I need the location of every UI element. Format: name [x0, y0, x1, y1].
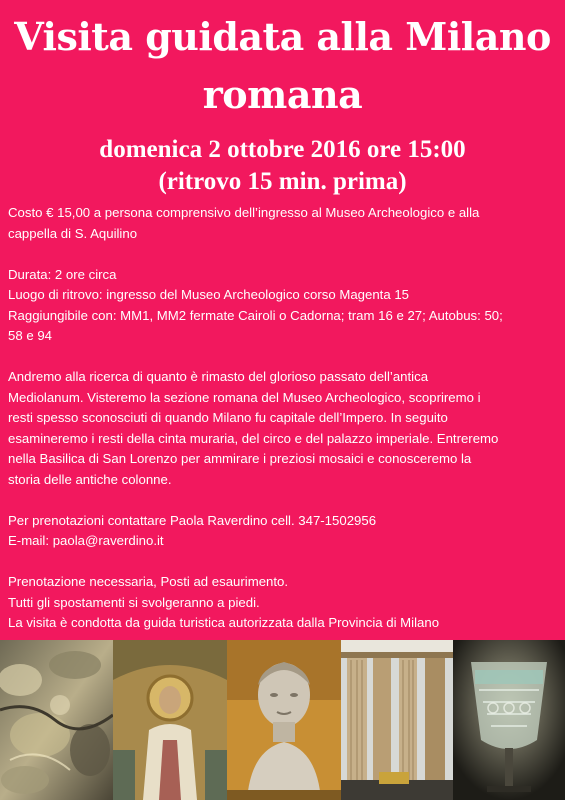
spacer — [8, 490, 563, 511]
duration-line: Durata: 2 ore circa — [8, 266, 117, 282]
note-line: Tutti gli spostamenti si svolgeranno a piedi. — [8, 594, 260, 610]
cost-line: Costo € 15,00 a persona comprensivo dell’ingresso al Museo Archeologico e alla — [8, 205, 480, 220]
photo-strip — [0, 640, 565, 800]
description-line: Andremo alla ricerca di quanto è rimasto del glorioso passato dell’antica — [8, 369, 429, 384]
event-datetime — [0, 134, 565, 198]
poster-title — [0, 8, 565, 124]
transport-line: Raggiungibile con: MM1, MM2 fermate Cairoli o Cadorna; tram 16 e 27; Autobus: 50; — [8, 307, 503, 323]
roman-bust-photo — [227, 640, 341, 800]
spacer — [8, 552, 563, 573]
booking-contact: Per prenotazioni contattare Paola Raverdino cell. 347-1502956 — [8, 512, 377, 528]
silver-relief-photo — [0, 640, 113, 800]
meeting-place-line: Luogo di ritrovo: ingresso del Museo Archeologico corso Magenta 15 — [8, 287, 409, 302]
mosaic-photo — [113, 640, 227, 800]
cost-line: cappella di S. Aquilino — [8, 225, 138, 241]
date-line: domenica 2 ottobre 2016 ore 15:00 — [99, 136, 466, 163]
note-line: La visita è condotta da guida turistica autorizzata dalla Provincia di Milano — [8, 615, 440, 630]
title-line-1: Visita guidata alla Milano — [14, 14, 551, 59]
columns-photo — [341, 640, 453, 800]
glass-cup-photo — [453, 640, 565, 800]
description-line: resti spesso sconosciuti di quando Milano fu capitale dell’Impero. In seguito — [8, 410, 448, 425]
email-contact: E-mail: paola@raverdino.it — [8, 533, 164, 548]
note-line: Prenotazione necessaria, Posti ad esaurimento. — [8, 574, 289, 589]
description-line: storia delle antiche colonne. — [8, 471, 172, 487]
description-line: Mediolanum. Visteremo la sezione romana del Museo Archeologico, scopriremo i — [8, 389, 481, 405]
transport-line: 58 e 94 — [8, 328, 52, 343]
description-line: nella Basilica di San Lorenzo per ammirare i preziosi mosaici e conosceremo la — [8, 451, 472, 466]
description-line: esamineremo i resti della cinta muraria, del circo e del palazzo imperiale. Entreremo — [8, 430, 499, 446]
spacer — [8, 244, 563, 265]
spacer — [8, 347, 563, 368]
title-line-2: romana — [202, 72, 363, 117]
poster-body — [8, 203, 563, 634]
meeting-note: (ritrovo 15 min. prima) — [158, 168, 407, 195]
